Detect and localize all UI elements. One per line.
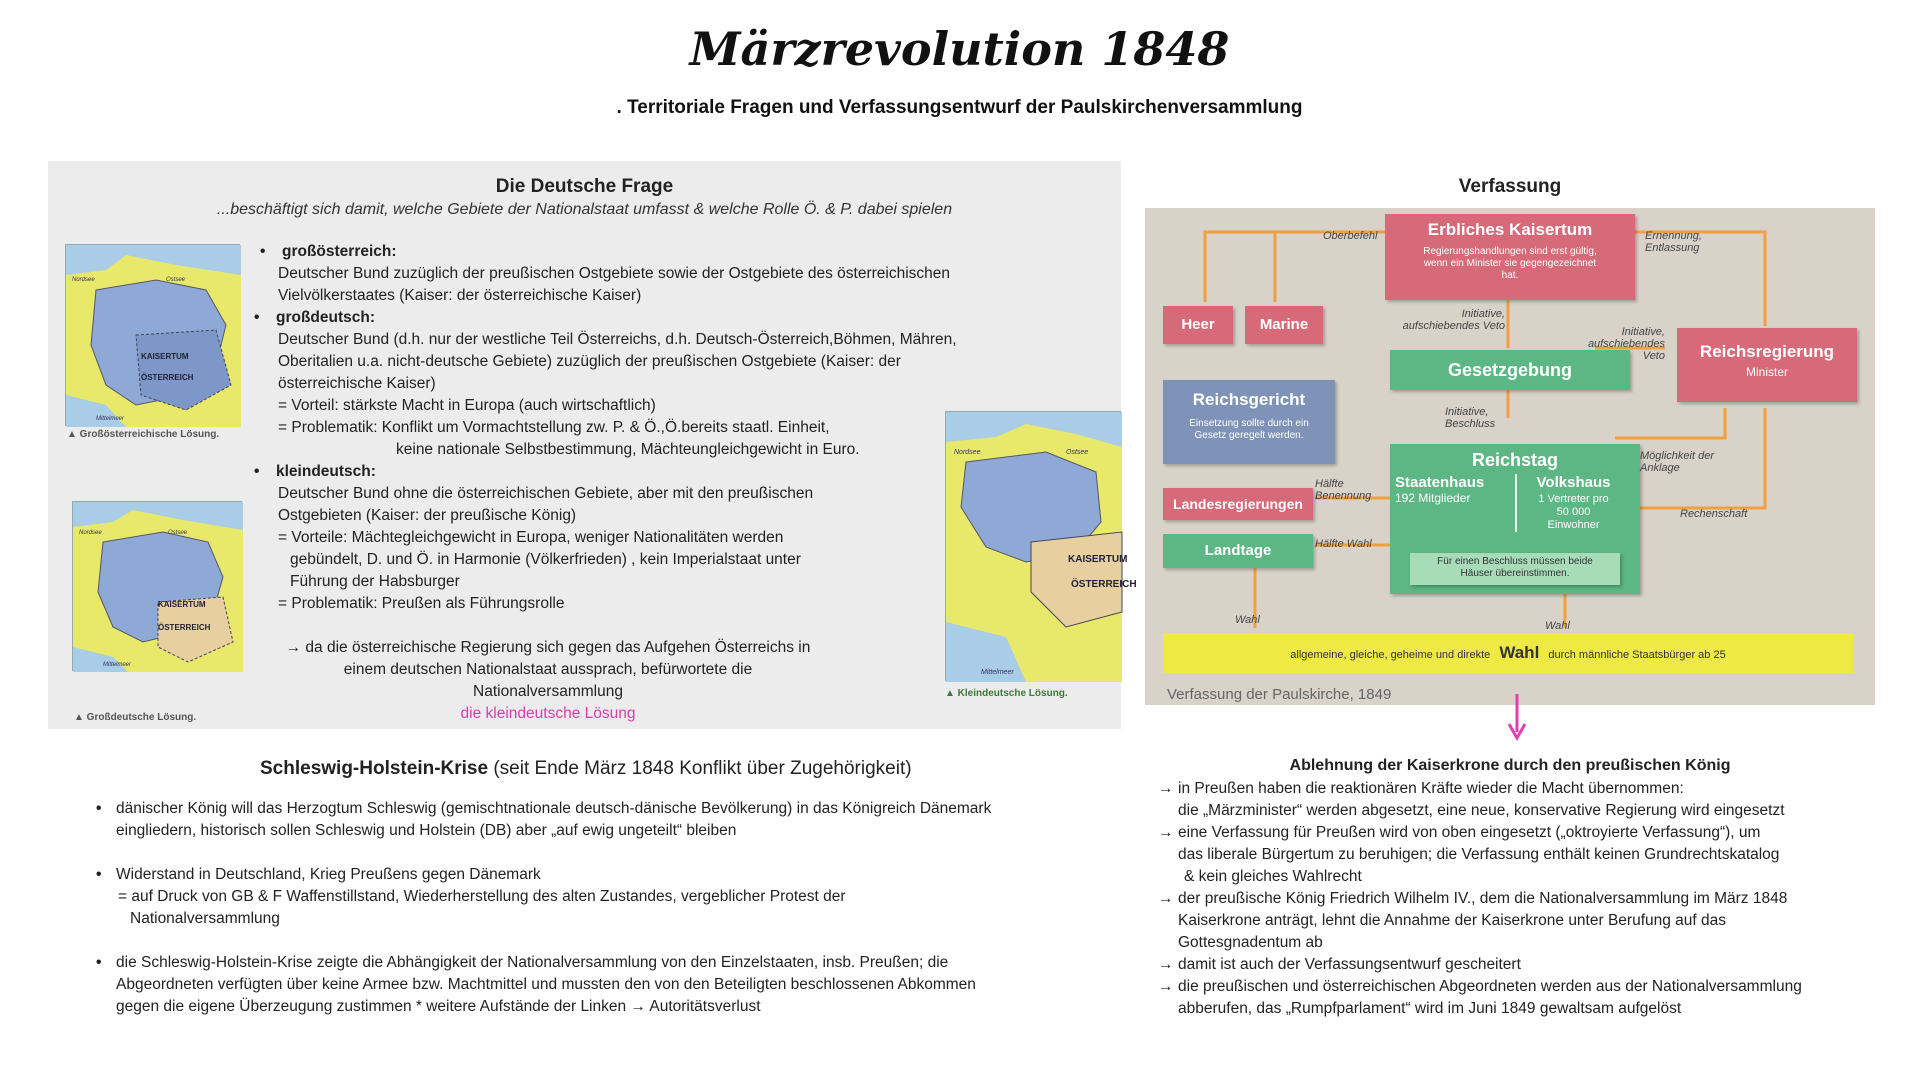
grossdeutsch-line-1: Deutscher Bund (d.h. nur der westliche Teil Österreichs, d.h. Deutsch-Österreich,Böhmen, Mähren, xyxy=(278,331,957,348)
kleindeutsch-problematik: = Problematik: Preußen als Führungsrolle xyxy=(278,595,565,612)
schleswig-holstein-list xyxy=(96,798,1076,1040)
schleswig-bullet-2 xyxy=(96,864,1076,930)
map2-oesterreich-label: ÖSTERREICH xyxy=(158,623,211,632)
wahl-bar xyxy=(1163,633,1853,673)
ablehnung-row-4: → damit ist auch der Verfassungsentwurf gescheitert xyxy=(1158,954,1878,976)
map3-kaisertum-label: KAISERTUM xyxy=(1068,554,1128,565)
erbliches-kaisertum-box xyxy=(1385,214,1635,300)
schleswig-bullet-1 xyxy=(96,798,1076,842)
ablehnung-row-5: → die preußischen und österreichischen Abgeordneten werden aus der Nationalversammlung xyxy=(1158,976,1878,998)
wahl-bar-mid: Wahl xyxy=(1499,643,1540,662)
landesregierungen-box: Landesregierungen xyxy=(1163,488,1313,520)
conclusion-highlight: die kleindeutsche Lösung xyxy=(460,705,636,722)
kleindeutsch-vorteile-cont-2: Führung der Habsburger xyxy=(290,573,460,590)
grossoesterreich-heading: • großösterreich: xyxy=(282,241,1108,263)
ablehnung-row-1: → in Preußen haben die reaktionären Kräfte wieder die Macht übernommen: xyxy=(1158,778,1878,800)
grossdeutsch-line-2: Oberitalien u.a. nicht-deutsche Gebiete) zuzüglich der preußischen Ostgebiete (Kaiser: der xyxy=(278,353,901,370)
diagram-caption: Verfassung der Paulskirche, 1849 xyxy=(1167,686,1392,703)
wahl-bar-right: durch männliche Staatsbürger ab 25 xyxy=(1548,649,1726,661)
schleswig-holstein-title-bold: Schleswig-Holstein-Krise xyxy=(260,758,489,779)
wahl-bar-left: allgemeine, gleiche, geheime und direkte xyxy=(1290,649,1491,661)
ablehnung-row-3-cont-2: Gottesgnadentum ab xyxy=(1178,934,1323,951)
reichsgericht-box xyxy=(1163,380,1335,464)
pink-down-arrow-icon xyxy=(1506,692,1528,742)
map2-caption: ▲ Großdeutsche Lösung. xyxy=(74,712,197,723)
map2-mittelmeer-label: Mittelmeer xyxy=(103,662,132,668)
verfassung-title: Verfassung xyxy=(1458,176,1562,197)
oberbefehl-label: Oberbefehl xyxy=(1323,230,1378,242)
schleswig-bullet-1-line-2: eingliedern, historisch sollen Schleswig und Holstein (DB) aber „auf ewig ungeteilt“ bleiben xyxy=(116,822,737,839)
ablehnung-row-3-cont-1: Kaiserkrone anträgt, lehnt die Annahme der Kaiserkrone unter Berufung auf das xyxy=(1178,912,1727,929)
haelfte-benennung-label: Hälfte Benennung xyxy=(1315,478,1372,502)
ablehnung-row-2-cont-1: das liberale Bürgertum zu beruhigen; die Verfassung enthält keinen Grundrechtskatalog xyxy=(1178,846,1780,863)
verfassung-diagram xyxy=(1145,208,1875,705)
kleindeutsch-vorteile: = Vorteile: Mächtegleichgewicht in Europa, weniger Nationalitäten werden xyxy=(278,529,784,546)
schleswig-bullet-3 xyxy=(96,952,1076,1018)
grossdeutsch-line-3: österreichische Kaiser) xyxy=(278,375,436,392)
ablehnung-list xyxy=(1158,778,1878,1020)
schleswig-bullet-2-line-2: = auf Druck von GB & F Waffenstillstand, Wiederherstellung des alten Zustandes, vergeblicher Protest der xyxy=(118,888,846,905)
conclusion-line-2: einem deutschen Nationalstaat aussprach, befürwortete die Nationalversammlung xyxy=(343,661,753,700)
grossdeutsch-problematik: = Problematik: Konflikt um Vormachtstellung zw. P. & Ö.,Ö.bereits staatl. Einheit, xyxy=(278,419,830,436)
deutsche-frage-content xyxy=(268,241,1108,725)
map3-oesterreich-label: ÖSTERREICH xyxy=(1071,579,1137,590)
minister-label: Minister xyxy=(1745,365,1788,379)
volkshaus-sub: 1 Vertreter pro 50 000 Einwohner xyxy=(1538,493,1609,531)
map2-nordsee-label: Nordsee xyxy=(79,530,102,536)
map3-caption: ▲ Kleindeutsche Lösung. xyxy=(945,688,1068,699)
reichsgericht-label: Reichsgericht xyxy=(1192,390,1306,409)
map2-kaisertum-label: KAISERTUM xyxy=(158,600,206,609)
beschluss-note: Für einen Beschluss müssen beide Häuser übereinstimmen. xyxy=(1410,553,1620,585)
map-grossdeutsch-image xyxy=(73,502,243,672)
initiative-veto-label-2: Initiative, aufschiebendes Veto xyxy=(1587,326,1665,362)
ablehnung-row-5-cont: abberufen, das „Rumpfparlament“ wird im Juni 1849 gewaltsam aufgelöst xyxy=(1178,1000,1682,1017)
reichsregierung-label: Reichsregierung xyxy=(1699,342,1835,361)
page-subtitle: . Territoriale Fragen und Verfassungsentwurf der Paulskirchenversammlung xyxy=(616,97,1303,118)
staatenhaus-block xyxy=(1395,474,1505,505)
kleindeutsch-vorteile-cont-1: gebündelt, D. und Ö. in Harmonie (Völkerfrieden) , kein Imperialstaat unter xyxy=(290,551,801,568)
gesetzgebung-box: Gesetzgebung xyxy=(1390,350,1630,390)
reichsregierung-box xyxy=(1677,328,1857,402)
erbliches-kaisertum-label: Erbliches Kaisertum xyxy=(1427,220,1593,239)
deutsche-frage-subtitle: ...beschäftigt sich damit, welche Gebiete der Nationalstaat umfasst & welche Rolle Ö. & P. dabei spielen xyxy=(216,201,953,218)
deutsche-frage-panel xyxy=(48,161,1137,729)
staatenhaus-sub: 192 Mitglieder xyxy=(1395,491,1471,505)
volkshaus-label: Volkshaus xyxy=(1536,474,1611,491)
haelfte-wahl-label: Hälfte Wahl xyxy=(1315,538,1372,550)
grossoesterreich-line-1: Deutscher Bund zuzüglich der preußischen Ostgebiete sowie der Ostgebiete des österreichischen xyxy=(278,265,951,282)
map1-nordsee-label: Nordsee xyxy=(72,277,95,283)
page-title: Märzrevolution 1848 xyxy=(689,22,1230,76)
map-grossoesterreich-image xyxy=(66,245,241,427)
ablehnung-row-1-cont: die „Märzminister“ werden abgesetzt, eine neue, konservative Regierung wird eingesetzt xyxy=(1178,802,1785,819)
rechenschaft-label: Rechenschaft xyxy=(1680,508,1748,520)
schleswig-bullet-1-line-1: • dänischer König will das Herzogtum Schleswig (gemischtnationale deutsch-dänische Bevölkerung) in das Königreich Dänemark xyxy=(116,800,992,817)
map1-oesterreich-label: ÖSTERREICH xyxy=(141,373,194,382)
staatenhaus-label: Staatenhaus xyxy=(1395,474,1485,491)
wahl-label-2: Wahl xyxy=(1545,620,1570,632)
ablehnung-row-2: → eine Verfassung für Preußen wird von oben eingesetzt („oktroyierte Verfassung“), um xyxy=(1158,822,1878,844)
landtage-box: Landtage xyxy=(1163,534,1313,568)
grossdeutsch-vorteil: = Vorteil: stärkste Macht in Europa (auch wirtschaftlich) xyxy=(278,397,656,414)
ablehnung-row-2-cont-2: & kein gleiches Wahlrecht xyxy=(1184,868,1362,885)
map3-mittelmeer-label: Mittelmeer xyxy=(981,669,1014,676)
grossdeutsch-problematik-cont: keine nationale Selbstbestimmung, Mächteungleichgewicht in Euro. xyxy=(396,441,860,458)
map2-ostsee-label: Ostsee xyxy=(168,530,188,536)
volkshaus-block xyxy=(1515,474,1630,532)
grossdeutsch-heading: • großdeutsch: xyxy=(276,307,1108,329)
schleswig-bullet-3-line-1: • die Schleswig-Holstein-Krise zeigte die Abhängigkeit der Nationalversammlung von den Einzelstaaten, insb. Preußen; die xyxy=(116,954,949,971)
marine-box: Marine xyxy=(1245,306,1323,344)
conclusion-line-1: → da die österreichische Regierung sich gegen das Aufgehen Österreichs in xyxy=(285,639,811,656)
map1-kaisertum-label: KAISERTUM xyxy=(141,352,189,361)
heer-box: Heer xyxy=(1163,306,1233,344)
map1-ostsee-label: Ostsee xyxy=(166,277,186,283)
kleindeutsch-heading: • kleindeutsch: xyxy=(276,461,1108,483)
initiative-veto-label-1: Initiative, aufschiebendes Veto xyxy=(1402,308,1505,332)
ablehnung-row-3: → der preußische König Friedrich Wilhelm IV., dem die Nationalversammlung im März 1848 xyxy=(1158,888,1878,910)
ernennung-label: Ernennung, Entlassung xyxy=(1645,230,1702,254)
schleswig-bullet-2-line-3: Nationalversammlung xyxy=(130,910,280,927)
schleswig-holstein-title xyxy=(260,758,912,780)
map-grossdeutsch xyxy=(72,501,242,671)
wahl-label-1: Wahl xyxy=(1235,614,1260,626)
map3-ostsee-label: Ostsee xyxy=(1066,449,1089,456)
map3-nordsee-label: Nordsee xyxy=(954,449,981,456)
reichstag-label: Reichstag xyxy=(1471,450,1559,470)
kleindeutsch-line-2: Ostgebieten (Kaiser: der preußische König) xyxy=(278,507,577,524)
erbliches-kaisertum-note: Regierungshandlungen sind erst gültig, wenn ein Minister sie gegengezeichnet hat. xyxy=(1423,246,1597,281)
grossoesterreich-line-2: Vielvölkerstaates (Kaiser: der österreichische Kaiser) xyxy=(278,287,642,304)
map1-mittelmeer-label: Mittelmeer xyxy=(96,416,125,422)
kleindeutsch-line-1: Deutscher Bund ohne die österreichischen Gebiete, aber mit den preußischen xyxy=(278,485,814,502)
map1-caption: ▲ Großösterreichische Lösung. xyxy=(67,429,220,440)
schleswig-holstein-title-rest: (seit Ende März 1848 Konflikt über Zugehörigkeit) xyxy=(488,758,912,779)
initiative-beschluss-label: Initiative, Beschluss xyxy=(1445,406,1496,430)
deutsche-frage-title: Die Deutsche Frage xyxy=(495,176,674,197)
reichsgericht-note: Einsetzung sollte durch ein Gesetz geregelt werden. xyxy=(1189,418,1309,441)
map-grossoesterreich xyxy=(65,244,240,426)
ablehnung-title: Ablehnung der Kaiserkrone durch den preußischen König xyxy=(1289,757,1731,774)
schleswig-bullet-3-line-3: gegen die eigene Überzeugung zustimmen * weitere Aufstände der Linken → Autoritätsverlust xyxy=(116,998,761,1015)
schleswig-bullet-3-line-2: Abgeordneten verfügten über keine Armee bzw. Machtmittel und mussten den von den Beteiligten beschlossenen Abkommen xyxy=(116,976,976,993)
schleswig-bullet-2-line-1: • Widerstand in Deutschland, Krieg Preußens gegen Dänemark xyxy=(116,866,541,883)
moeglichkeit-anklage-label: Möglichkeit der Anklage xyxy=(1640,450,1714,474)
